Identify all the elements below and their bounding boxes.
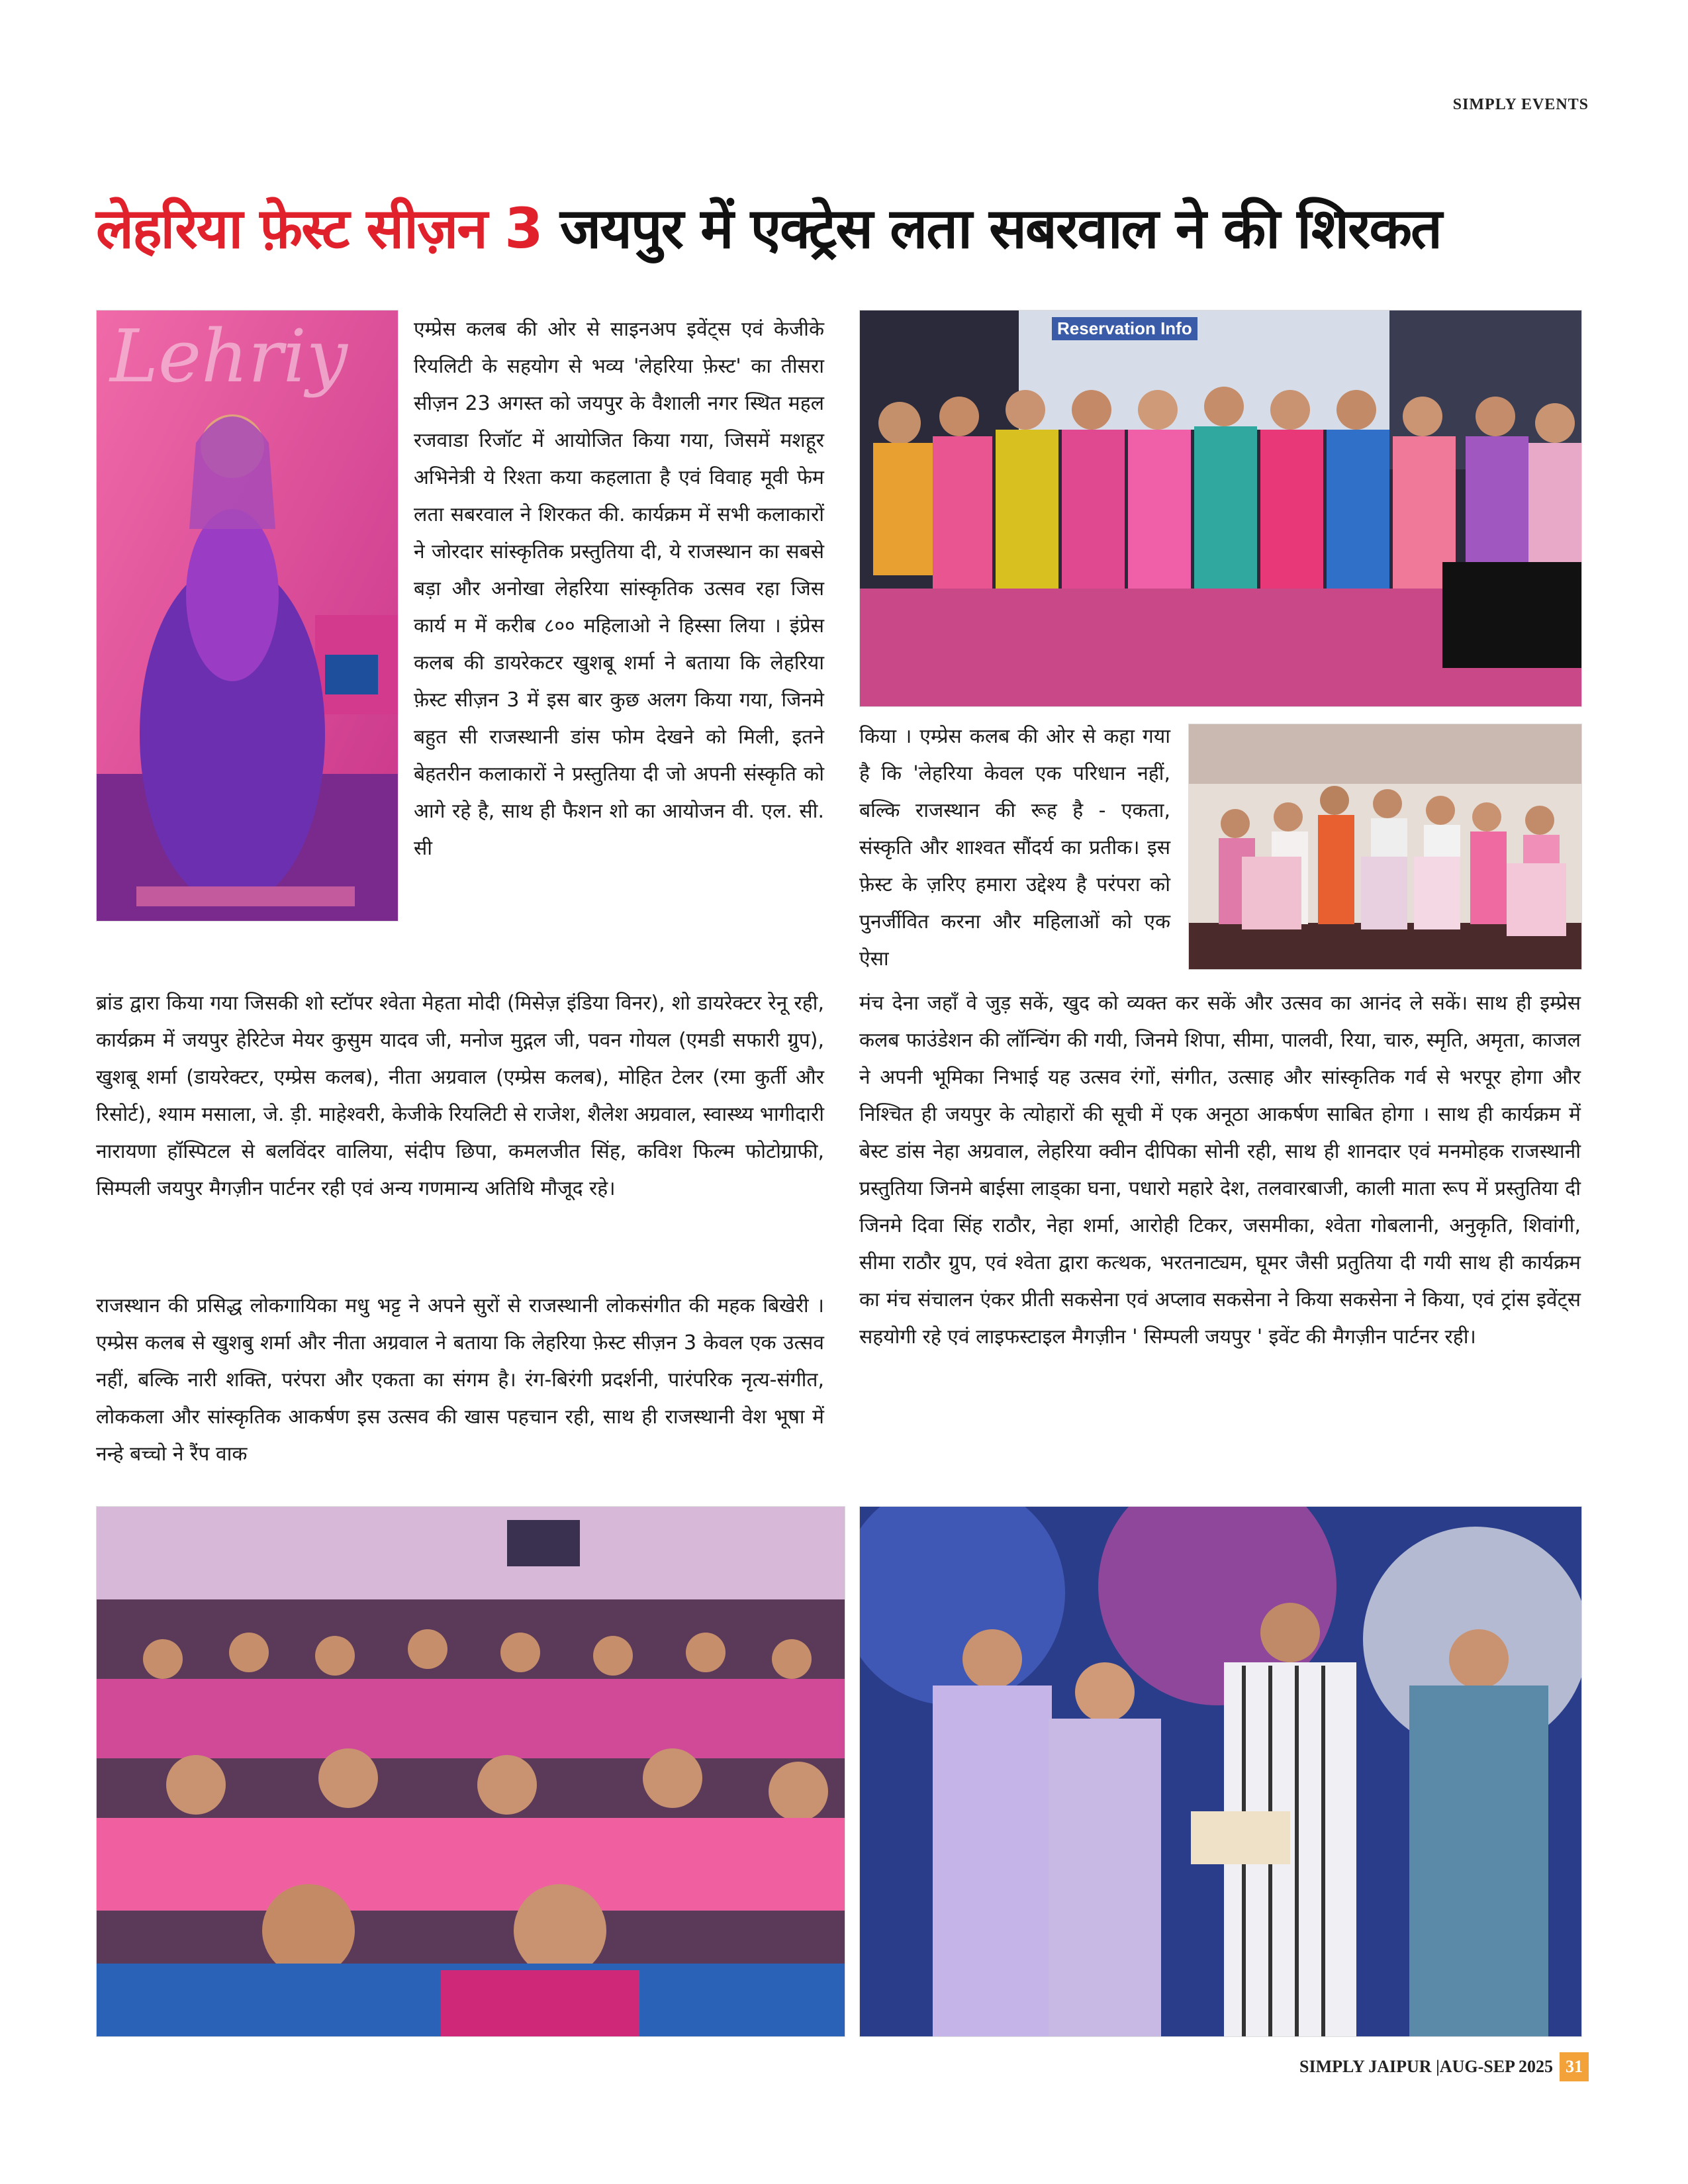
article-col2-top: किया । एम्प्रेस कलब की ओर से कहा गया है कि 'लेहरिया केवल एक परिधान नहीं, बल्कि राजस्थान की रूह है - एकता, संस्कृति और शाश्वत सौंदर्य का प्रतीक। इस फ़ेस्ट के ज़रिए हमारा उद्देश्य है परंपरा को पुनर्जीवित करना और महिलाओं को एक ऐसा [859,725,1170,971]
article-para-1: एम्प्रेस कलब की ओर से साइनअप इवेंट्स एवं केजीके रियलिटी के सहयोग से भव्य 'लेहरिया फ़ेस्ट' का तीसरा सीज़न 23 अगस्त को जयपुर के वैशाली नगर स्थित महल रजवाडा रिजॉट में आयोजित किया गया, जिसमें मशहूर अभिनेत्री ये रिश्ता कया कहलाता है एवं विवाह मूवी फेम लता सबरवाल ने शिरकत की. कार्यक्रम में सभी कलाकारों ने जोरदार सांस्कृतिक प्रस्तुतिया दी, ये राजस्थान का सबसे बड़ा और अनोखा लेहरिया सांस्कृतिक उत्सव रहा जिस कार्य म में करीब ८०० महिलाओ ने हिस्सा लिया । इंप्रेस कलब की डायरेकटर खुशबू शर्मा ने बताया कि लेहरिया फ़ेस्ट सीज़न 3 में इस बार कुछ अलग किया गया, जिनमे बहुत सी राजस्थानी डांस फोम देखने को मिली, इतने बेहतरीन कलाकारों ने प्रस्तुतिया दी जो अपनी संस्कृति को आगे रहे है, साथ ही फैशन शो का आयोजन वी. एल. सी. सी [414,318,824,860]
headline-red-part: लेहरिया फ़ेस्ट सीज़न 3 [96,196,542,261]
group-photo [859,310,1582,707]
launch-photo [1188,724,1582,970]
section-label: SIMPLY EVENTS [1452,96,1589,113]
page-footer [1299,2052,1589,2081]
guests-photo [859,1506,1582,2037]
publication-name: SIMPLY JAIPUR |AUG-SEP 2025 [1299,2057,1553,2076]
audience-photo [96,1506,845,2037]
article-para-2: राजस्थान की प्रसिद्ध लोकगायिका मधु भट्ट ने अपने सुरों से राजस्थानी लोकसंगीत की महक बिखेरी । एम्प्रेस कलब से खुशबु शर्मा और नीता अग्रवाल ने बताया कि लेहरिया फ़ेस्ट सीज़न 3 केवल एक उत्सव नहीं, बल्कि नारी शक्ति, परंपरा और एकता का संगम है। रंग-बिरंगी प्रदर्शनी, पारंपरिक नृत्य-संगीत, लोककला और सांस्कृतिक आकर्षण इस उत्सव की खास पहचान रही, साथ ही राजस्थानी वेश भूषा में नन्हे बच्चो ने रैंप वाक [96,1294,824,1466]
article-col2-bottom: मंच देना जहाँ वे जुड़ सकें, खुद को व्यक्त कर सकें और उत्सव का आनंद ले सकें। साथ ही इम्प्रेस कलब फाउंडेशन की लॉन्चिंग की गयी, जिनमे शिपा, सीमा, पालवी, रिया, चारु, स्मृति, अमृता, काजल ने अपनी भूमिका निभाई यह उत्सव रंगों, संगीत, उत्साह और सांस्कृतिक गर्व से भरपूर होगा और निश्चित ही जयपुर के त्योहारों की सूची में एक अनूठा आकर्षण साबित होगा । साथ ही कार्यक्रम में बेस्ट डांस नेहा अग्रवाल, लेहरिया क्वीन दीपिका सोनी रही, साथ ही शानदार एवं मनमोहक राजस्थानी प्रस्तुतिया जिनमे बाईसा लाड्का घना, पधारो महारे देश, तलवारबाजी, काली माता रूप में प्रस्तुतिया दी जिनमे दिवा सिंह राठौर, नेहा शर्मा, आरोही टिकर, जसमीका, श्वेता गोबलानी, अनुकृति, शिवांगी, सीमा राठौर ग्रुप, एवं श्वेता द्वारा कत्थक, भरतनाट्यम, घूमर जैसी प्रतुतिया दी गयी साथ ही कार्यक्रम का मंच संचालन एंकर प्रीती सकसेना एवं अप्लाव सकसेना ने किया सकसेना ने किया, एवं ट्रांस इवेंट्स सहयोगी रहे एवं लाइफस्टाइल मैगज़ीन ' सिम्पली जयपुर ' इवेंट की मैगज़ीन पार्टनर रही। [859,992,1581,1349]
reservation-banner-text: Reservation Info [1052,317,1197,340]
stage-backdrop-text: Lehriy [110,314,348,399]
article-para-1-continued: ब्रांड द्वारा किया गया जिसकी शो स्टॉपर श्वेता मेहता मोदी (मिसेज़ इंडिया विनर), शो डायरेक्टर रेनू रही, कार्यक्रम में जयपुर हेरिटेज मेयर कुसुम यादव जी, मनोज मुद्गल जी, पवन गोयल (एमडी सफारी ग्रुप), खुशबू शर्मा (डायरेक्टर, एम्प्रेस कलब), नीता अग्रवाल (एम्प्रेस कलब), मोहित टेलर (रमा कुर्ती और रिसोर्ट), श्याम मसाला, जे. ड़ी. माहेश्वरी, केजीके रियलिटी से राजेश, शैलेश अग्रवाल, स्वास्थ्य भागीदारी नारायणा हॉस्पिटल से बलविंदर वालिया, संदीप छिपा, कमलजीत सिंह, कविश फिल्म फोटोग्राफी, सिम्पली जयपुर मैगज़ीन पार्टनर रही एवं अन्य गणमान्य अतिथि मौजूद रहे। [96,992,824,1200]
actress-stage-photo [96,310,399,922]
page-number-badge: 31 [1560,2052,1589,2081]
headline-black-part: जयपुर में एक्ट्रेस लता सबरवाल ने की शिरकत [559,196,1441,261]
article-headline [96,192,1592,265]
